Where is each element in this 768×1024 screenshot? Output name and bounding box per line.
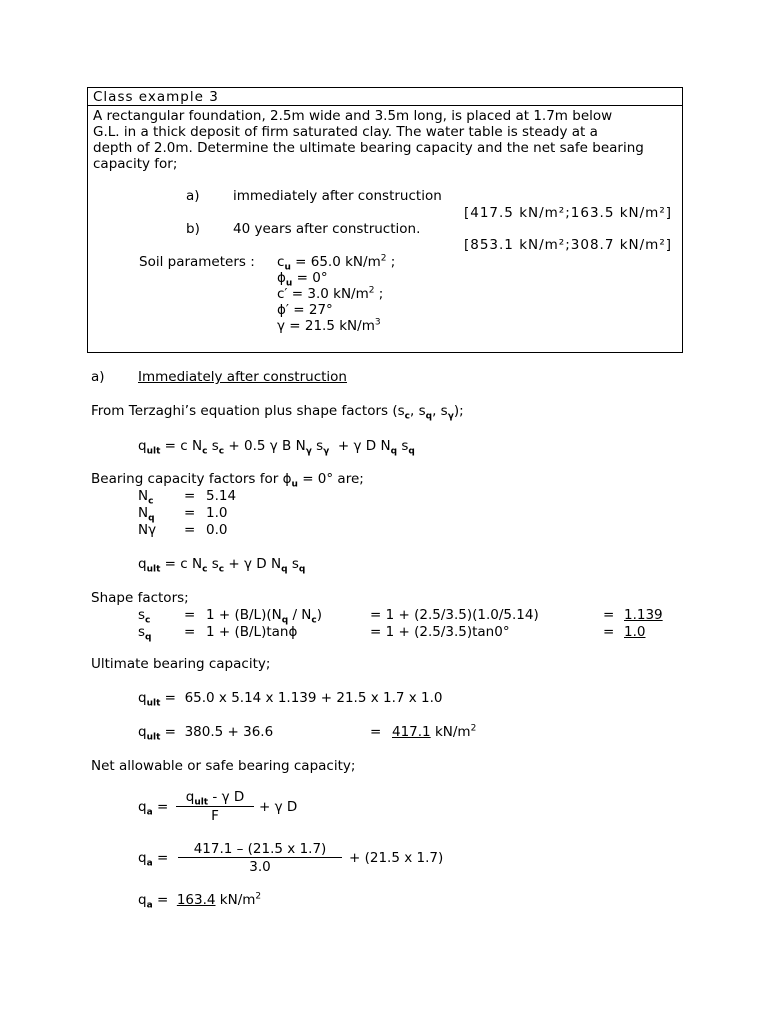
problem-line-4: capacity for; [93, 156, 178, 172]
qa-numeric-denominator: 3.0 [249, 859, 271, 875]
qa-result: $q_a = 163.4$ $kN/m^2$ [138, 891, 262, 911]
part-b-text: 40 years after construction. [233, 221, 421, 237]
soil-phi-prime: ϕ′ = 27° [277, 302, 333, 318]
simplified-equation: $q_{ult} = c$ $N_c$ $s_c + \gamma$ D $N_q$ $s_q$ [138, 556, 306, 575]
qult-result: 417.1 $kN/m^2$ [392, 723, 477, 740]
sq-expression: 1 + (B/L)tanϕ [206, 624, 298, 640]
shape-factors-heading: Shape factors; [91, 590, 189, 606]
soil-phiu: $\phi_u = 0^\circ$ [277, 270, 328, 289]
factor-nc-symbol: $N_c$ [138, 488, 154, 507]
sc-step: = 1 + (2.5/3.5)(1.0/5.14) [370, 607, 539, 623]
factor-nq-symbol: $N_q$ [138, 505, 155, 524]
qa-symbol-2: $q_a$ = [138, 850, 169, 869]
problem-box-header [88, 88, 682, 106]
sc-result-eq: = [603, 607, 615, 623]
sq-symbol: $s_q$ [138, 624, 152, 643]
qa-formula-fraction-line [176, 806, 254, 807]
sc-result: 1.139 [624, 607, 663, 623]
factors-intro: Bearing capacity factors for $\phi_u = 0^\circ$ are; [91, 471, 364, 490]
qa-formula-numerator: $q_{ult}$ - γ D [185, 789, 245, 808]
part-a-text: immediately after construction [233, 188, 442, 204]
qa-numeric-fraction-line [178, 857, 342, 858]
problem-line-2: G.L. in a thick deposit of firm saturated clay. The water table is steady at a [93, 124, 598, 140]
factor-nq-value: 1.0 [206, 505, 228, 521]
qult-calc-1: $q_{ult} = 65.0$ x 5.14 x 1.139 + 21.5 x 1.7 x 1.0 [138, 690, 443, 709]
qa-formula-tail: + γ D [259, 799, 298, 815]
solution-part-label: a) [91, 369, 105, 385]
sc-expression: $1 + (B/L)(N_q / N_c)$ [206, 607, 323, 626]
problem-line-1: A rectangular foundation, 2.5m wide and 3.5m long, is placed at 1.7m below [93, 108, 613, 124]
part-a-answer: [417.5 kN/m²;163.5 kN/m²] [463, 205, 672, 221]
terzaghi-equation: $q_{ult} = c$ $N_c$ $s_c + 0.5$ γ B $N_\gamma$ $s_\gamma + \gamma$ D $N_q$ $s_q$ [138, 438, 415, 457]
sq-step: = 1 + (2.5/3.5)tan0° [370, 624, 510, 640]
qa-formula-denominator: F [211, 808, 219, 824]
sq-result: 1.0 [624, 624, 646, 640]
ultimate-heading: Ultimate bearing capacity; [91, 656, 271, 672]
factor-ngamma-value: 0.0 [206, 522, 228, 538]
factor-ngamma-eq: = [184, 522, 196, 538]
soil-parameters-label: Soil parameters : [139, 254, 255, 270]
problem-line-3: depth of 2.0m. Determine the ultimate bearing capacity and the net safe bearing [93, 140, 644, 156]
qult-result-eq: = [370, 724, 382, 740]
soil-gamma: γ = 21.5 $kN/m^3$ [277, 317, 381, 334]
solution-part-heading: Immediately after construction [138, 369, 347, 385]
qult-calc-2: $q_{ult} = 380.5 + 36.6$ [138, 724, 274, 743]
terzaghi-intro: From Terzaghi’s equation plus shape factors ($s_c$, $s_q$, $s_\gamma$); [91, 403, 464, 422]
sc-eq: = [184, 607, 196, 623]
sc-symbol: $s_c$ [138, 607, 151, 626]
problem-box [87, 87, 683, 353]
part-b-label: b) [186, 221, 200, 237]
qa-numeric-numerator: 417.1 – (21.5 x 1.7) [193, 841, 327, 857]
qa-symbol-1: $q_a$ = [138, 799, 169, 818]
soil-c-prime: c′ = 3.0 $kN/m^2$ ; [277, 285, 384, 302]
sq-eq: = [184, 624, 196, 640]
soil-cu: $c_u = 65.0$ $kN/m^2$ ; [277, 253, 396, 273]
factor-nc-eq: = [184, 488, 196, 504]
part-b-answer: [853.1 kN/m²;308.7 kN/m²] [463, 237, 672, 253]
part-a-label: a) [186, 188, 200, 204]
problem-title: Class example 3 [93, 89, 219, 105]
qa-numeric-tail: + (21.5 x 1.7) [349, 850, 444, 866]
sq-result-eq: = [603, 624, 615, 640]
net-safe-heading: Net allowable or safe bearing capacity; [91, 758, 356, 774]
factor-nq-eq: = [184, 505, 196, 521]
factor-nc-value: 5.14 [206, 488, 237, 504]
factor-ngamma-symbol: Nγ [138, 522, 157, 538]
